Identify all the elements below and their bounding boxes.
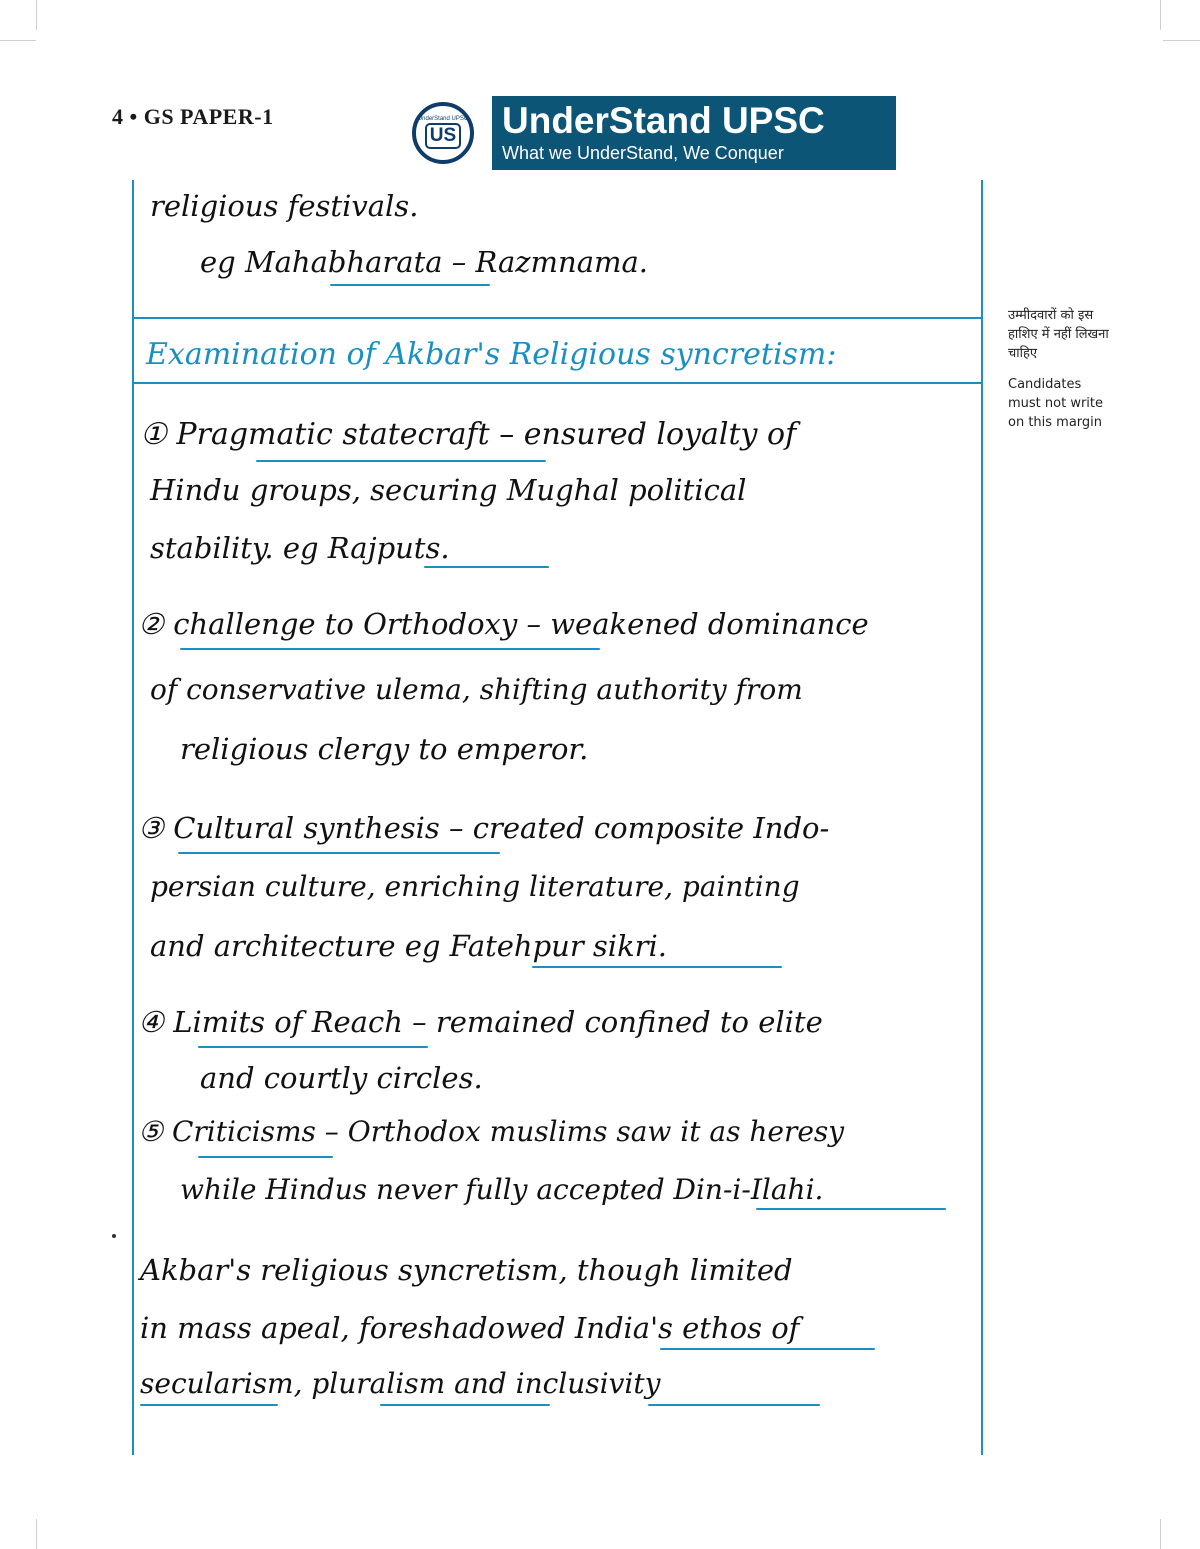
answer-line: Hindu groups, securing Mughal political	[150, 473, 747, 507]
underline	[180, 648, 600, 650]
logo-emblem-letters: US	[425, 123, 461, 149]
answer-line: ④ Limits of Reach – remained confined to elite	[138, 1005, 823, 1039]
margin-instruction-hindi: उम्मीदवारों को इस हाशिए में नहीं लिखना चाहिए	[1008, 308, 1109, 361]
margin-instruction-english: Candidates must not write on this margin	[1008, 377, 1104, 430]
answer-line: ① Pragmatic statecraft – ensured loyalty of	[140, 417, 797, 452]
answer-line: ② challenge to Orthodoxy – weakened dominance	[138, 607, 869, 641]
section-heading: Examination of Akbar's Religious syncretism:	[146, 337, 837, 372]
answer-line: ⑤ Criticisms – Orthodox muslims saw it as heresy	[138, 1115, 845, 1148]
underline	[648, 1404, 820, 1406]
logo-tagline: What we UnderStand, We Conquer	[502, 143, 784, 163]
underline	[198, 1046, 428, 1048]
brand-logo	[412, 96, 896, 170]
conclusion-line: in mass apeal, foreshadowed India's ethos of	[140, 1311, 800, 1345]
margin-instruction	[1008, 306, 1118, 432]
answer-line: persian culture, enriching literature, painting	[150, 870, 800, 903]
underline	[756, 1208, 946, 1210]
logo-emblem	[412, 102, 474, 164]
logo-title: UnderStand UPSC	[502, 100, 825, 141]
crop-mark	[0, 40, 36, 41]
underline	[532, 966, 782, 968]
answer-line: religious clergy to emperor.	[180, 732, 589, 766]
crop-mark	[1160, 0, 1161, 30]
crop-mark	[36, 1519, 37, 1549]
underline	[140, 1404, 278, 1406]
answer-line: stability. eg Rajputs.	[150, 531, 450, 565]
stray-ink-dot	[112, 1234, 116, 1238]
underline	[380, 1404, 550, 1406]
underline	[660, 1348, 875, 1350]
conclusion-line: secularism, pluralism and inclusivity	[140, 1367, 661, 1400]
section-divider	[132, 382, 982, 384]
answer-line: while Hindus never fully accepted Din-i-Ilahi.	[180, 1173, 824, 1206]
underline	[198, 1156, 333, 1158]
answer-box-right-border	[981, 180, 983, 1455]
crop-mark	[1163, 40, 1200, 41]
answer-line: religious festivals.	[150, 189, 419, 223]
page-identifier: 4 • GS PAPER-1	[112, 104, 274, 129]
underline	[330, 284, 490, 286]
answer-line: eg Mahabharata – Razmnama.	[200, 245, 648, 279]
answer-line: and courtly circles.	[200, 1061, 483, 1095]
underline	[256, 460, 546, 462]
crop-mark	[36, 0, 37, 30]
logo-emblem-text: UnderStand UPSC	[417, 116, 469, 122]
underline	[424, 566, 549, 568]
underline	[178, 852, 500, 854]
answer-line: and architecture eg Fatehpur sikri.	[150, 929, 668, 963]
logo-banner	[492, 96, 896, 170]
conclusion-line: Akbar's religious syncretism, though limited	[140, 1253, 793, 1287]
crop-mark	[1160, 1519, 1161, 1549]
section-divider	[132, 317, 982, 319]
answer-line: of conservative ulema, shifting authority from	[150, 673, 803, 706]
answer-box-left-border	[132, 180, 134, 1455]
answer-line: ③ Cultural synthesis – created composite Indo-	[138, 811, 830, 845]
